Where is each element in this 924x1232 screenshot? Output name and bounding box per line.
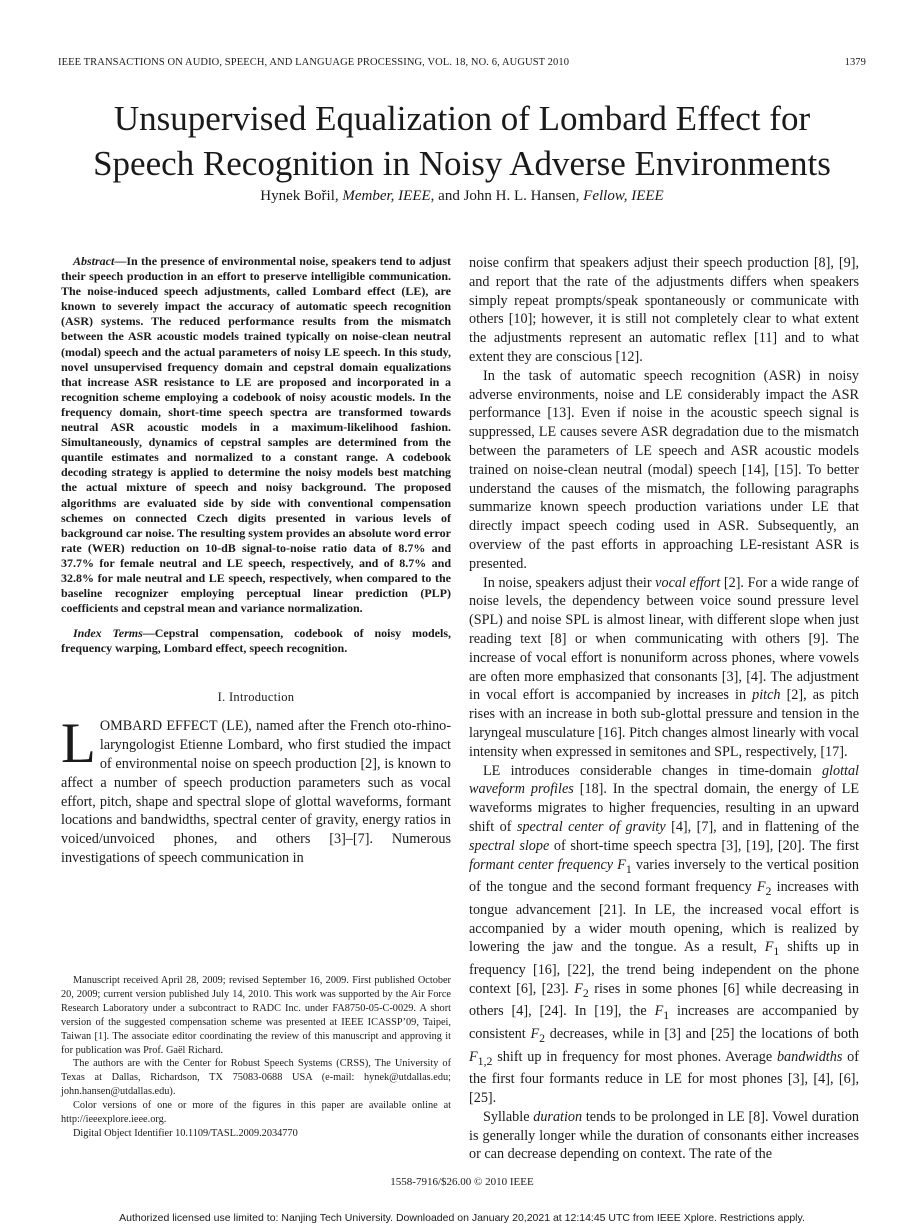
math-subscript: 2 bbox=[582, 985, 589, 1000]
math-symbol: F bbox=[764, 939, 774, 956]
footnote-manuscript: Manuscript received April 28, 2009; revised September 16, 2009. First published October 20, 2009; current version published July 14, 2010. This work was supported by the Air Force Research Laboratory under a subcontract to RADC Inc. under FA8750-05-C-0029. A short version of the suggested compensation scheme was presented at IEEE ICASSP’09, Taipei, Taiwan [1]. The associate editor coordinating the review of this manuscript and approving it for publication was Prof. Gaël Richard. bbox=[61, 975, 451, 1056]
author-2-name: John H. L. Hansen bbox=[463, 188, 576, 204]
title-line-2: Speech Recognition in Noisy Adverse Environments bbox=[93, 144, 831, 183]
math-symbol: F bbox=[574, 980, 583, 997]
math-subscript: 2 bbox=[539, 1030, 546, 1045]
math-subscript: 1,2 bbox=[477, 1053, 493, 1068]
text-span: rises in some phones [6] while decreasing in others [4], [24]. In [19], the bbox=[469, 980, 859, 1020]
author-1-name: Hynek Bořil bbox=[260, 188, 335, 204]
text-span: increases are accompanied by consistent bbox=[469, 1003, 860, 1043]
intro-first-word: OMBARD EFFECT bbox=[99, 718, 218, 735]
text-span: varies inversely to the vertical position of the tongue and the second formant frequency bbox=[469, 856, 859, 896]
introduction-body bbox=[61, 712, 451, 867]
left-column bbox=[61, 254, 451, 868]
paper-title bbox=[0, 96, 924, 186]
running-head bbox=[58, 57, 866, 68]
text-span: [2], as pitch rises with an increase in both sub-glottal pressure and tension in the laryngeal musculature [16]. Pitch changes almost linearly with vocal intensity when expressed in semitones and SPL, respectively, [17]. bbox=[469, 687, 859, 760]
author-1-role: , Member, IEEE bbox=[334, 188, 431, 204]
drop-cap: L bbox=[61, 712, 96, 776]
footnote-affiliation: The authors are with the Center for Robust Speech Systems (CRSS), The University of Texas at Dallas, Richardson, TX 75083-0688 USA (e-mail: hynek@utdallas.edu; john.hansen@utdallas.edu). bbox=[61, 1058, 451, 1098]
term-spectral-slope: spectral slope bbox=[469, 837, 550, 854]
math-subscript: 2 bbox=[765, 883, 772, 898]
intro-paragraph-text: (LE), named after the French oto-rhino-laryngologist Etienne Lombard, who first studied the impact of environmental noise on speech production [2], is known to affect a number of speech production parameters such as vocal effort, pitch, shape and spectral slope of glottal waveforms, formant locations and bandwidths, spectral center of gravity, energy ratios in voiced/unvoiced phones, and others [3]–[7]. Numerous investigations of speech communication in bbox=[61, 718, 451, 867]
text-span: of short-time speech spectra [3], [19], [20]. The first bbox=[549, 837, 859, 854]
text-span: Syllable bbox=[483, 1108, 534, 1125]
math-symbol: F bbox=[530, 1026, 540, 1043]
term-formant-frequency: formant center frequency F bbox=[469, 856, 626, 873]
text-span: In noise, speakers adjust their bbox=[483, 574, 656, 591]
right-column bbox=[469, 254, 859, 1164]
page-number: 1379 bbox=[844, 57, 866, 68]
introduction-paragraph-1 bbox=[61, 712, 451, 867]
math-symbol: F bbox=[469, 1048, 478, 1065]
license-notice: Authorized licensed use limited to: Nanjing Tech University. Downloaded on January 20,2021 at 12:14:45 UTC from IEEE Xplore. Restrictions apply. bbox=[119, 1212, 805, 1224]
right-paragraph-2: In the task of automatic speech recognition (ASR) in noisy adverse environments, noise and LE considerably impact the ASR performance [13]. Even if noise in the acoustic speech signal is suppressed, LE causes severe ASR degradation due to the mismatch between the parameters of LE speech and ASR acoustic models trained on noise-clean neutral (modal) speech [14], [15]. To better understand the causes of the mismatch, the following paragraphs summarize known speech production variations under LE that directly impact speech coding used in ASR. Subsequently, an overview of the past efforts in approaching LE-resistant ASR is presented. bbox=[469, 367, 859, 572]
text-span: of the first four formants reduce in LE for most phones [3], [4], [6], [25]. bbox=[469, 1048, 859, 1107]
term-glottal-waveform: glottal waveform profiles bbox=[469, 762, 859, 798]
footnote-doi: Digital Object Identifier 10.1109/TASL.2009.2034770 bbox=[73, 1127, 298, 1139]
text-span: shift up in frequency for most phones. Average bbox=[492, 1048, 777, 1065]
text-span: LE introduces considerable changes in time-domain bbox=[483, 762, 822, 779]
term-spectral-center: spectral center of gravity bbox=[516, 818, 666, 835]
index-terms bbox=[61, 626, 451, 656]
author-conjunction: , and bbox=[430, 188, 464, 204]
right-paragraph-5 bbox=[469, 1108, 859, 1164]
index-terms-text: —Cepstral compensation, codebook of noisy models, frequency warping, Lombard effect, speech recognition. bbox=[61, 626, 451, 656]
journal-name: IEEE TRANSACTIONS ON AUDIO, SPEECH, AND LANGUAGE PROCESSING, VOL. 18, NO. 6, AUGUST 2010 bbox=[58, 57, 570, 68]
text-span: decreases, while in [3] and [25] the locations of both bbox=[545, 1026, 859, 1043]
math-subscript: 1 bbox=[773, 944, 780, 959]
math-symbol: F bbox=[756, 879, 766, 896]
copyright-line: 1558-7916/$26.00 © 2010 IEEE bbox=[390, 1176, 534, 1188]
author-2-role: , Fellow, IEEE bbox=[575, 188, 664, 204]
title-line-1: Unsupervised Equalization of Lombard Effect for bbox=[113, 99, 811, 138]
right-paragraph-1: noise confirm that speakers adjust their speech production [8], [9], and report that the rate of the adjustments differs when speakers simply repeat prompts/speak spontaneously or communicate with others [10]; however, it is still not completely clear to what extent the adjustments represent an automatic reflex [11] and to what extent they are conscious [12]. bbox=[469, 255, 859, 365]
abstract-text: —In the presence of environmental noise, speakers tend to adjust their speech production in an effort to preserve intelligible communication. The noise-induced speech adjustments, called Lombard effect (LE), are known to severely impact the accuracy of automatic speech recognition (ASR) systems. The reduced performance results from the mismatch between the ASR acoustic models trained typically on noise-clean neutral (modal) speech and the actual parameters of noisy LE speech. In this study, novel unsupervised frequency domain and cepstral domain equalizations that increase ASR resistance to LE are proposed and incorporated in a recognition scheme employing a codebook of noisy acoustic models. In the frequency domain, short-time speech spectra are transformed towards neutral ASR acoustic models in a maximum-likelihood fashion. Simultaneously, dynamics of cepstral samples are determined from the quantile estimates and normalized to a constant range. A codebook decoding strategy is applied to determine the noisy models best matching the actual mixture of speech and noisy background. The proposed algorithms are evaluated side by side with conventional compensation schemes on connected Czech digits presented in various levels of background car noise. The resulting system provides an absolute word error rate (WER) reduction on 10-dB signal-to-noise ratio data of 8.7% and 37.7% for female neutral and LE speech, respectively, and of 8.7% and 32.8% for male neutral and LE speech, respectively, when compared to the baseline recognizer employing perceptual linear prediction (PLP) coefficients and cepstral mean and variance normalization. bbox=[61, 254, 451, 616]
footnotes bbox=[61, 974, 451, 1141]
math-subscript: 1 bbox=[625, 861, 632, 876]
text-span: [18]. In the spectral domain, the energy of LE waveforms migrates to higher frequencies, resulting in an upward shift of bbox=[469, 781, 859, 835]
footnote-color-versions: Color versions of one or more of the figures in this paper are available online at http://ieeexplore.ieee.org. bbox=[61, 1100, 451, 1126]
author-line bbox=[0, 188, 924, 205]
abstract-label: Abstract bbox=[73, 254, 115, 268]
text-span: increases with tongue advancement [21]. In LE, the increased vocal effort is accompanied by a wider mouth opening, which is realized by lowering the jaw and the tongue. As a result, bbox=[469, 879, 859, 956]
term-duration: duration bbox=[533, 1108, 583, 1125]
term-pitch: pitch bbox=[752, 687, 781, 704]
math-subscript: 1 bbox=[663, 1008, 670, 1023]
section-heading-introduction: I. Introduction bbox=[217, 690, 295, 705]
text-span: [2]. For a wide range of noise levels, the dependency between voice sound pressure level (SPL) and noise SPL is almost linear, with different slope when just reading text [8] or when communicating with others [9]. The increase of vocal effort is nonuniform across phones, where vowels are often more emphasized that consonants [3], [4]. The adjustment in vocal effort is accompanied by increases in bbox=[469, 574, 860, 704]
right-paragraph-3 bbox=[469, 574, 859, 762]
index-terms-label: Index Terms bbox=[73, 626, 143, 641]
text-span: tends to be prolonged in LE [8]. Vowel duration is generally longer while the duration of consonants either increases or can decrease depending on context. The rate of the bbox=[469, 1108, 860, 1163]
right-paragraph-4 bbox=[469, 762, 859, 1108]
text-span: shifts up in frequency [16], [22], the trend being independent on the phone context [6], [23]. bbox=[469, 939, 860, 997]
abstract bbox=[61, 254, 451, 616]
text-span: [4], [7], and in flattening of the bbox=[665, 818, 859, 835]
term-vocal-effort: vocal effort bbox=[655, 574, 721, 591]
term-bandwidths: bandwidths bbox=[776, 1048, 843, 1065]
math-symbol: F bbox=[654, 1003, 664, 1020]
